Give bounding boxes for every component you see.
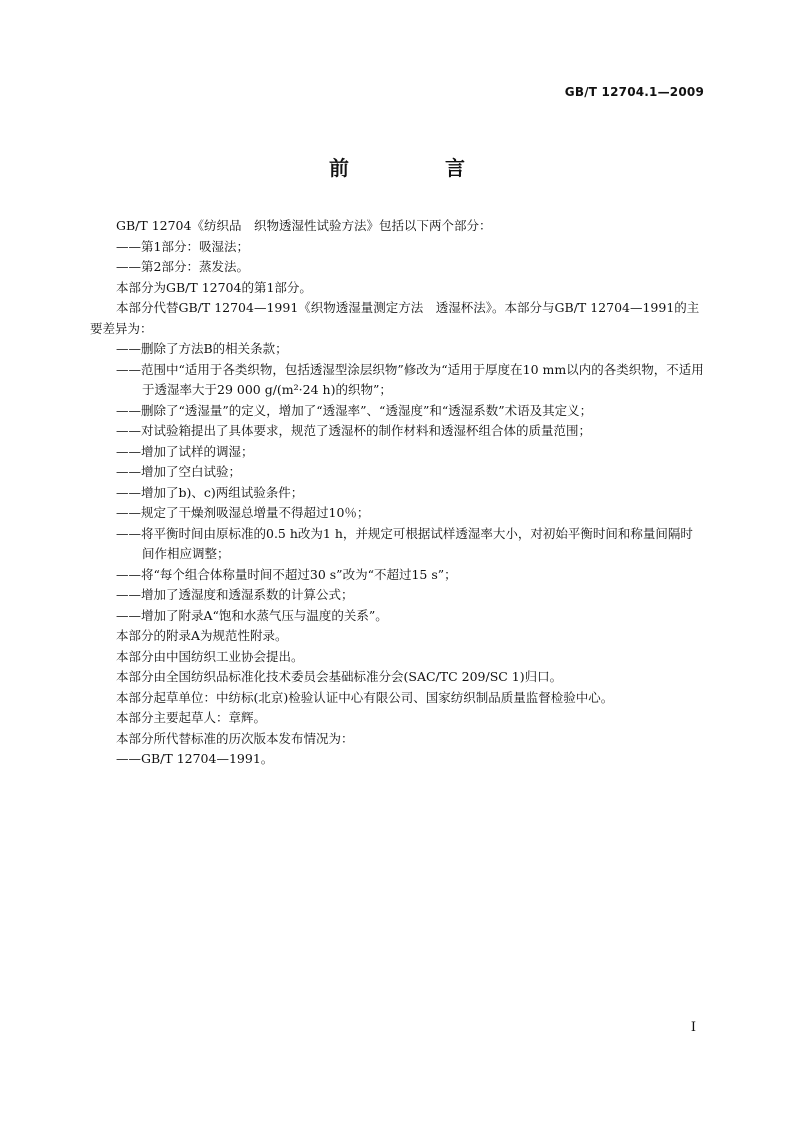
paragraph-administered-by: 本部分由全国纺织品标准化技术委员会基础标准分会(SAC/TC 209/SC 1)归口。 bbox=[116, 669, 563, 684]
list-item-difference: ——增加了b)、c)两组试验条件； bbox=[116, 484, 304, 500]
list-item-difference: ——将“每个组合体称量时间不超过30 s”改为“不超过15 s”； bbox=[116, 566, 457, 582]
list-item-difference: ——增加了空白试验； bbox=[116, 464, 242, 479]
list-item-part1: ——第1部分：吸湿法； bbox=[116, 238, 249, 254]
paragraph-drafting-units: 本部分起草单位：中纺标(北京)检验认证中心有限公司、国家纺织制品质量监督检验中心。 bbox=[116, 689, 614, 705]
paragraph-part-of: 本部分为GB/T 12704的第1部分。 bbox=[116, 279, 312, 295]
list-item-difference: ——规定了干燥剂吸湿总增量不得超过10％； bbox=[116, 505, 370, 520]
list-item-part2: ——第2部分：蒸发法。 bbox=[116, 259, 249, 274]
page-title: 前 言 bbox=[329, 156, 503, 180]
standard-number: GB/T 12704.1—2009 bbox=[564, 85, 704, 99]
list-item-difference: ——增加了试样的调湿； bbox=[116, 443, 254, 459]
list-item-difference: ——删除了“透湿量”的定义，增加了“透湿率”、“透湿度”和“透湿系数”术语及其定义； bbox=[116, 402, 593, 418]
list-item-difference: ——对试验箱提出了具体要求，规范了透湿杯的制作材料和透湿杯组合体的质量范围； bbox=[116, 423, 592, 438]
paragraph-history: 本部分所代替标准的历次版本发布情况为： bbox=[116, 730, 354, 746]
paragraph-annex: 本部分的附录A为规范性附录。 bbox=[116, 628, 288, 643]
list-item-difference: ——删除了方法B的相关条款； bbox=[116, 341, 288, 356]
paragraph-intro: GB/T 12704《纺织品 织物透湿性试验方法》包括以下两个部分： bbox=[116, 218, 492, 233]
list-item-difference: ——将平衡时间由原标准的0.5 h改为1 h，并规定可根据试样透湿率大小，对初始平衡时间和称量间隔时间作相应调整； bbox=[116, 525, 693, 561]
list-item-previous-edition: ——GB/T 12704—1991。 bbox=[116, 751, 274, 766]
list-item-difference: ——增加了附录A“饱和水蒸气压与温度的关系”。 bbox=[116, 607, 388, 623]
paragraph-proposed-by: 本部分由中国纺织工业协会提出。 bbox=[116, 648, 304, 664]
page-number: I bbox=[690, 1020, 696, 1035]
list-item-difference: ——范围中“适用于各类织物，包括透湿型涂层织物”修改为“适用于厚度在10 mm以内的各类织物，不适用于透湿率大于29 000 g/(m²·24 h)的织物”； bbox=[116, 361, 704, 397]
list-item-difference: ——增加了透湿度和透湿系数的计算公式； bbox=[116, 587, 354, 602]
paragraph-drafters: 本部分主要起草人：章辉。 bbox=[116, 710, 267, 725]
foreword-body bbox=[90, 216, 704, 770]
paragraph-replaces: 本部分代替GB/T 12704—1991《织物透湿量测定方法 透湿杯法》。本部分与GB/T 12704—1991的主要差异为： bbox=[90, 300, 700, 336]
